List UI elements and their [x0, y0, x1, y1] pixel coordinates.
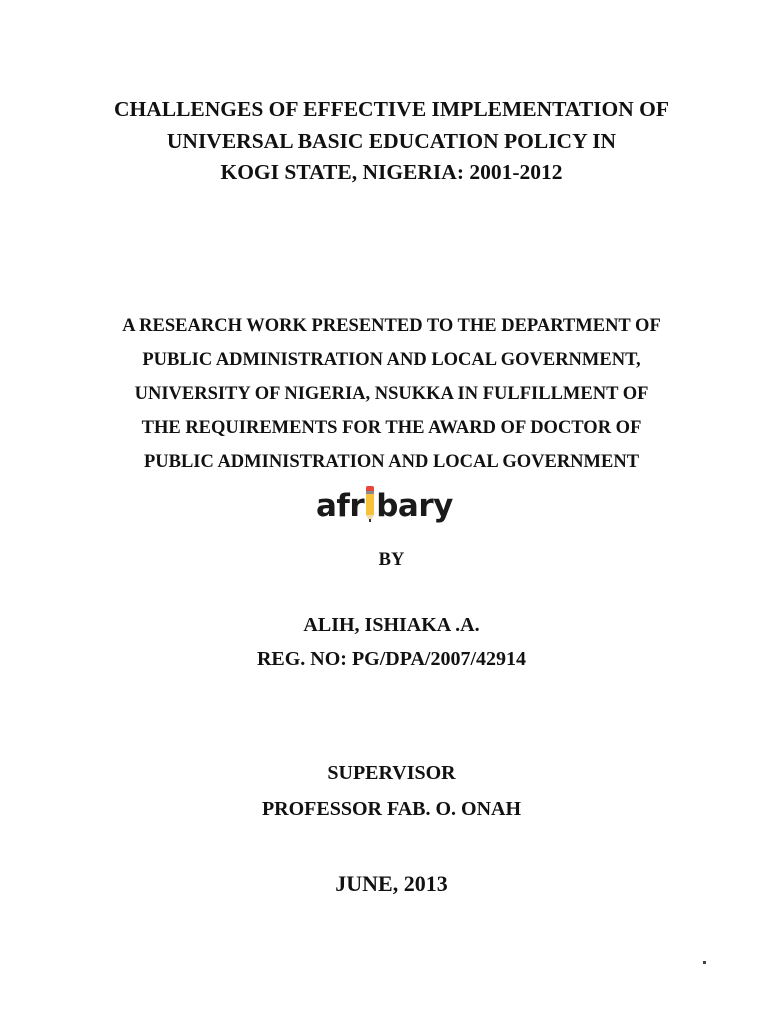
logo-text-end: bary	[376, 488, 453, 524]
title-line-3: KOGI STATE, NIGERIA: 2001-2012	[220, 160, 563, 184]
title-line-2: UNIVERSAL BASIC EDUCATION POLICY IN	[166, 129, 617, 153]
logo-text-start: afr	[316, 488, 365, 524]
presentation-line-4: THE REQUIREMENTS FOR THE AWARD OF DOCTOR OF	[141, 418, 642, 438]
submission-date: JUNE, 2013	[335, 871, 448, 896]
pencil-icon	[366, 486, 374, 522]
author-name: ALIH, ISHIAKA .A.	[303, 614, 480, 636]
title-line-1: CHALLENGES OF EFFECTIVE IMPLEMENTATION OF	[113, 97, 670, 121]
footer-dot	[703, 961, 706, 964]
presentation-line-1: A RESEARCH WORK PRESENTED TO THE DEPARTMENT OF	[122, 316, 661, 336]
supervisor-label: SUPERVISOR	[327, 762, 456, 784]
supervisor-name: PROFESSOR FAB. O. ONAH	[261, 798, 522, 820]
registration-number: REG. NO: PG/DPA/2007/42914	[256, 648, 527, 670]
presentation-line-2: PUBLIC ADMINISTRATION AND LOCAL GOVERNMENT,	[142, 350, 641, 370]
by-label: BY	[378, 550, 405, 570]
presentation-line-5: PUBLIC ADMINISTRATION AND LOCAL GOVERNMENT	[143, 452, 640, 472]
afribary-watermark-logo	[316, 484, 453, 528]
presentation-line-3: UNIVERSITY OF NIGERIA, NSUKKA IN FULFILLMENT OF	[134, 384, 649, 404]
